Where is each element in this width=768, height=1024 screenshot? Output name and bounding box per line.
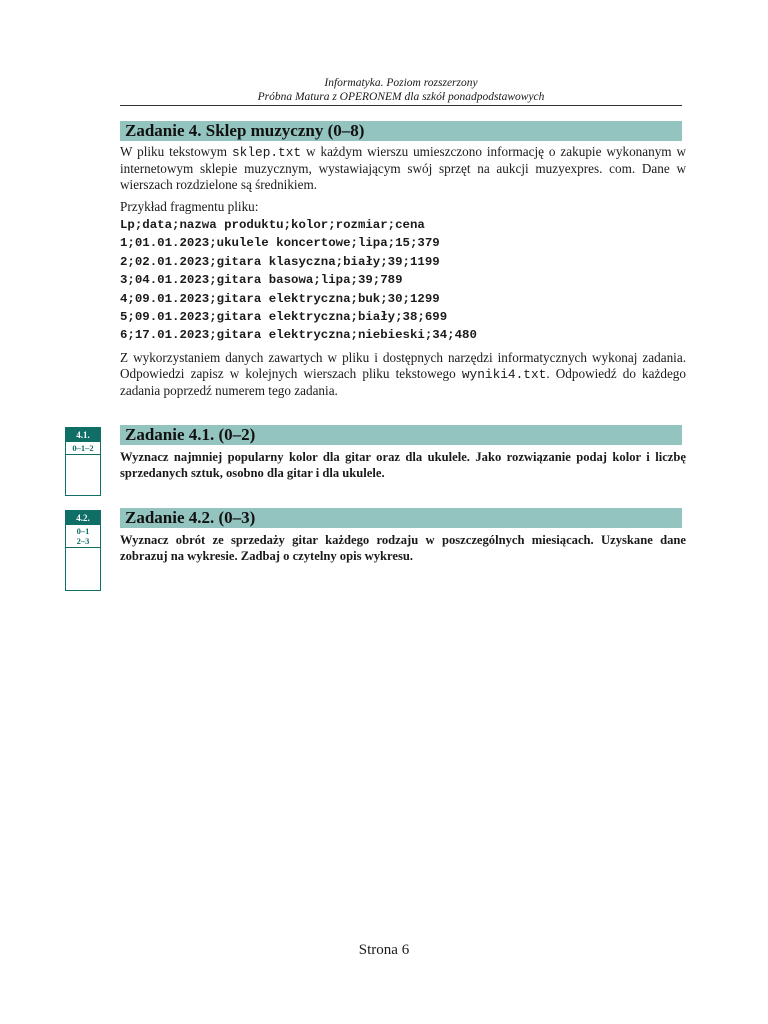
score-box-number: 4.2. [66, 511, 100, 525]
task4-outro-filename: wyniki4.txt [461, 367, 547, 382]
file-line: 6;17.01.2023;gitara elektryczna;niebieski;34;480 [120, 328, 477, 343]
file-line: 5;09.01.2023;gitara elektryczna;biały;38;699 [120, 309, 448, 324]
file-line: 1;01.01.2023;ukulele koncertowe;lipa;15;379 [120, 236, 440, 251]
page-header [120, 76, 682, 104]
task4-1-title: Zadanie 4.1. (0–2) [125, 425, 256, 444]
task4-outro-text-1: Z wykorzystaniem danych zawartych w pliku i dostępnych narzędzi informatycznych wykonaj zadania. Odpowiedzi zapisz w kolejnych wierszach pliku tekstowego [120, 350, 686, 381]
task4-outro-text-2: . Odpowiedź do każdego zadania poprzedź numerem tego zadania. [120, 366, 686, 398]
task4-2-title: Zadanie 4.2. (0–3) [125, 508, 256, 527]
task4-intro-text-1: W pliku tekstowym [120, 144, 232, 159]
task4-title-bar [120, 121, 682, 141]
score-box-points: 0–1 [76, 526, 90, 536]
task4-example-label: Przykład fragmentu pliku: [120, 199, 259, 214]
score-box-4-1 [65, 427, 101, 496]
task4-title: Zadanie 4. Sklep muzyczny (0–8) [125, 121, 365, 140]
task4-outro [120, 350, 686, 399]
score-box-points: 0–1–2 [66, 442, 100, 455]
file-line: 3;04.01.2023;gitara basowa;lipa;39;789 [120, 273, 403, 288]
task4-1-text: Wyznacz najmniej popularny kolor dla gitar oraz dla ukulele. Jako rozwiązanie podaj kolor i liczbę sprzedanych sztuk, osobno dla gitar i dla ukulele. [120, 450, 686, 480]
header-divider [120, 105, 682, 106]
score-box-points: 2–3 [66, 536, 100, 548]
task4-1-title-bar [120, 425, 682, 445]
task4-2-title-bar [120, 508, 682, 528]
file-fragment [120, 216, 686, 345]
score-box-number: 4.1. [66, 428, 100, 442]
task4-intro [120, 144, 686, 193]
score-box-4-2 [65, 510, 101, 591]
header-exam: Próbna Matura z OPERONEM dla szkół ponadpodstawowych [257, 91, 545, 103]
task4-2-text: Wyznacz obrót ze sprzedaży gitar każdego rodzaju w poszczególnych miesiącach. Uzyskane dane zobrazuj na wykresie. Zadbaj o czytelny opis wykresu. [120, 533, 686, 563]
file-line: 4;09.01.2023;gitara elektryczna;buk;30;1299 [120, 291, 440, 306]
header-subject: Informatyka. Poziom rozszerzony [324, 77, 478, 89]
page-number: Strona 6 [358, 942, 410, 958]
file-line: Lp;data;nazwa produktu;kolor;rozmiar;cena [120, 218, 425, 232]
task4-intro-filename: sklep.txt [231, 145, 302, 160]
task4-intro-text-2: w każdym wierszu umieszczono informację o zakupie wykonanym w internetowym sklepie muzycznym, wystawiającym swój sprzęt na aukcji muzyexpres. com. Dane w wierszach rozdzielone są średnikiem. [120, 144, 686, 192]
file-line: 2;02.01.2023;gitara klasyczna;biały;39;1199 [120, 254, 440, 269]
